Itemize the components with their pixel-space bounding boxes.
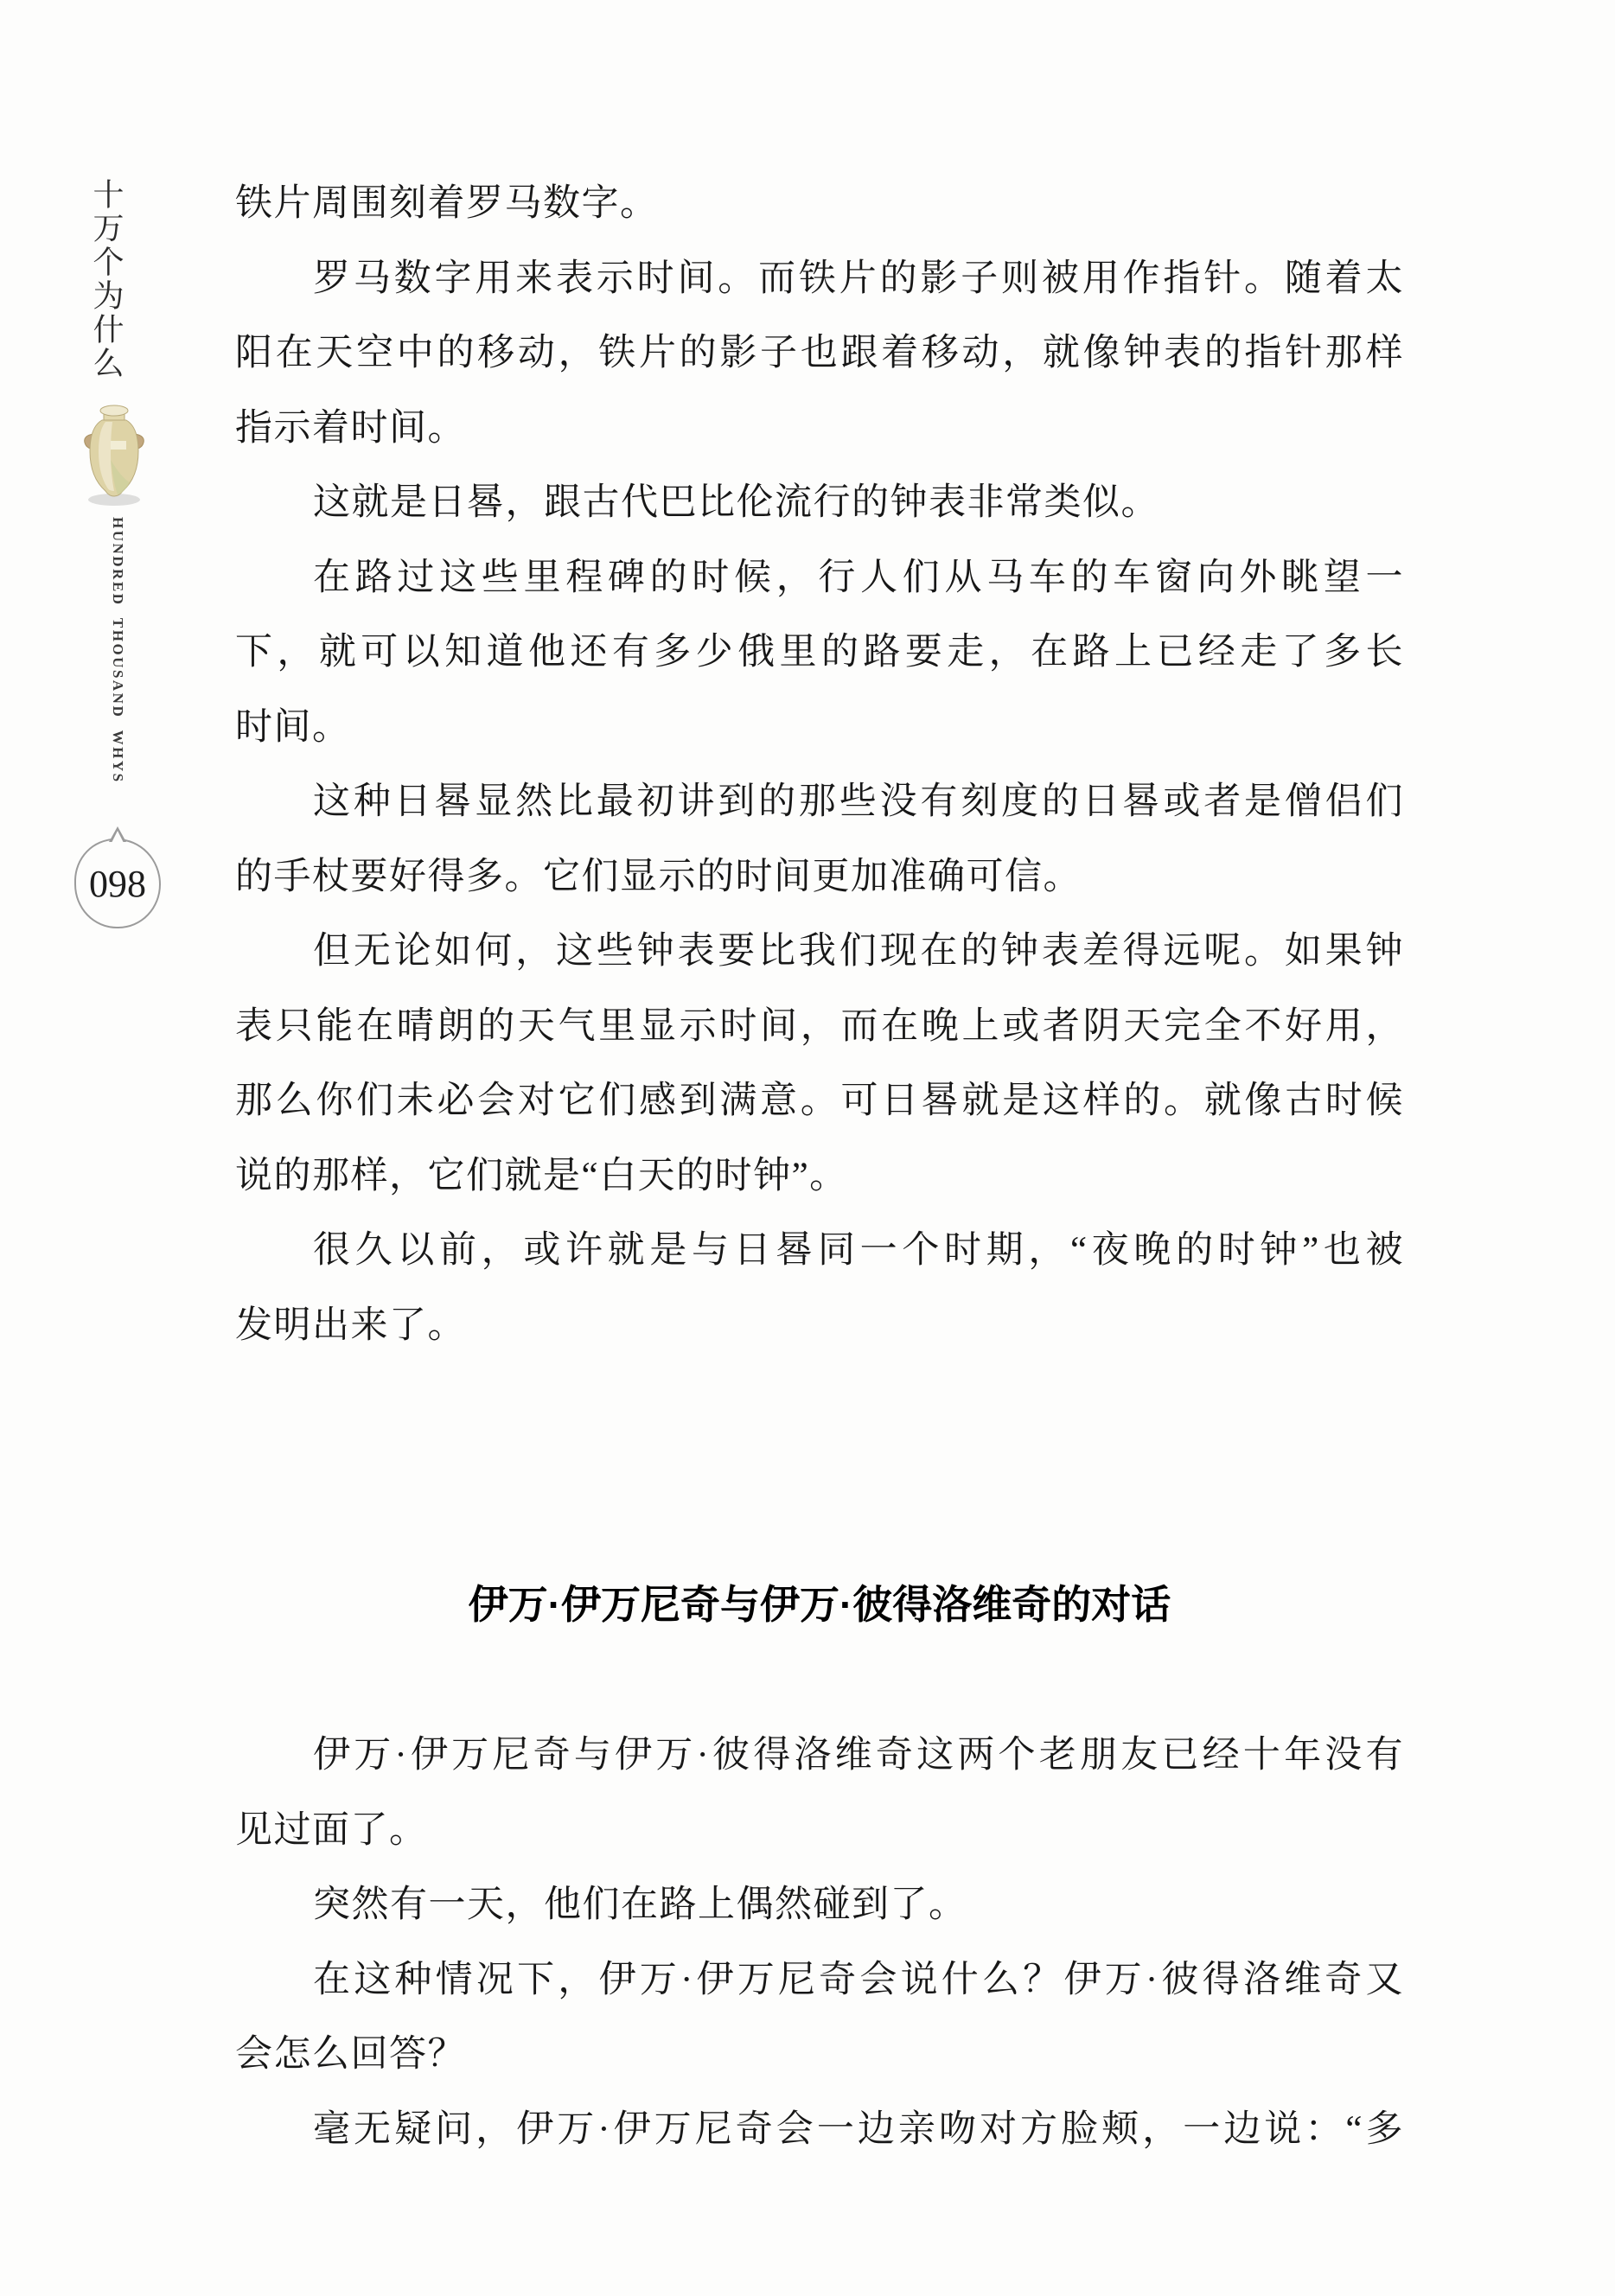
text-line: 这种日晷显然比最初讲到的那些没有刻度的日晷或者是僧侣们: [313, 781, 1404, 822]
text-line: 会怎么回答？: [235, 2034, 466, 2075]
text-line: 那么你们未必会对它们感到满意。可日晷就是这样的。就像古时候: [235, 1081, 1404, 1121]
text-line: 指示着时间。: [235, 407, 466, 449]
page-number: 098: [89, 862, 146, 905]
text-line: 发明出来了。: [235, 1304, 466, 1346]
chapter-heading: 伊万·伊万尼奇与伊万·彼得洛维奇的对话: [468, 1582, 1171, 1627]
series-title-english-vertical: HUNDRED THOUSAND WHYS: [110, 517, 126, 784]
text-line: 表只能在晴朗的天气里显示时间，而在晚上或者阴天完全不好用，: [235, 1005, 1404, 1047]
text-line: 阳在天空中的移动，铁片的影子也跟着移动，就像钟表的指针那样: [235, 333, 1404, 373]
jar-icon: [76, 399, 152, 508]
text-line: 罗马数字用来表示时间。而铁片的影子则被用作指针。随着太: [313, 258, 1404, 299]
text-line: 毫无疑问，伊万·伊万尼奇会一边亲吻对方脸颊，一边说：“多: [313, 2108, 1404, 2150]
body-section-dialogue: [235, 1719, 1404, 2167]
text-line: 时间。: [235, 706, 351, 748]
text-line: 下，就可以知道他还有多少俄里的路要走，在路上已经走了多长: [235, 632, 1404, 673]
text-line: 说的那样，它们就是“白天的时钟”。: [235, 1155, 848, 1196]
text-line: 的手杖要好得多。它们显示的时间更加准确可信。: [235, 856, 1082, 897]
text-line: 在路过这些里程碑的时候，行人们从马车的车窗向外眺望一: [313, 557, 1404, 598]
text-line: 突然有一天，他们在路上偶然碰到了。: [313, 1885, 967, 1925]
text-line: 伊万·伊万尼奇与伊万·彼得洛维奇这两个老朋友已经十年没有: [313, 1735, 1404, 1776]
text-line: 但无论如何，这些钟表要比我们现在的钟表差得远呢。如果钟: [313, 931, 1404, 972]
series-title-vertical: 十万个为什么: [89, 178, 124, 380]
page-number-badge: [74, 839, 161, 928]
text-line: 这就是日晷，跟古代巴比伦流行的钟表非常类似。: [313, 482, 1159, 523]
text-line: 铁片周围刻着罗马数字。: [235, 183, 659, 224]
text-line: 见过面了。: [235, 1809, 428, 1851]
body-section-sundial: [235, 167, 1404, 1363]
text-line: 在这种情况下，伊万·伊万尼奇会说什么？伊万·彼得洛维奇又: [313, 1959, 1404, 2000]
text-line: 很久以前，或许就是与日晷同一个时期，“夜晚的时钟”也被: [313, 1230, 1404, 1271]
